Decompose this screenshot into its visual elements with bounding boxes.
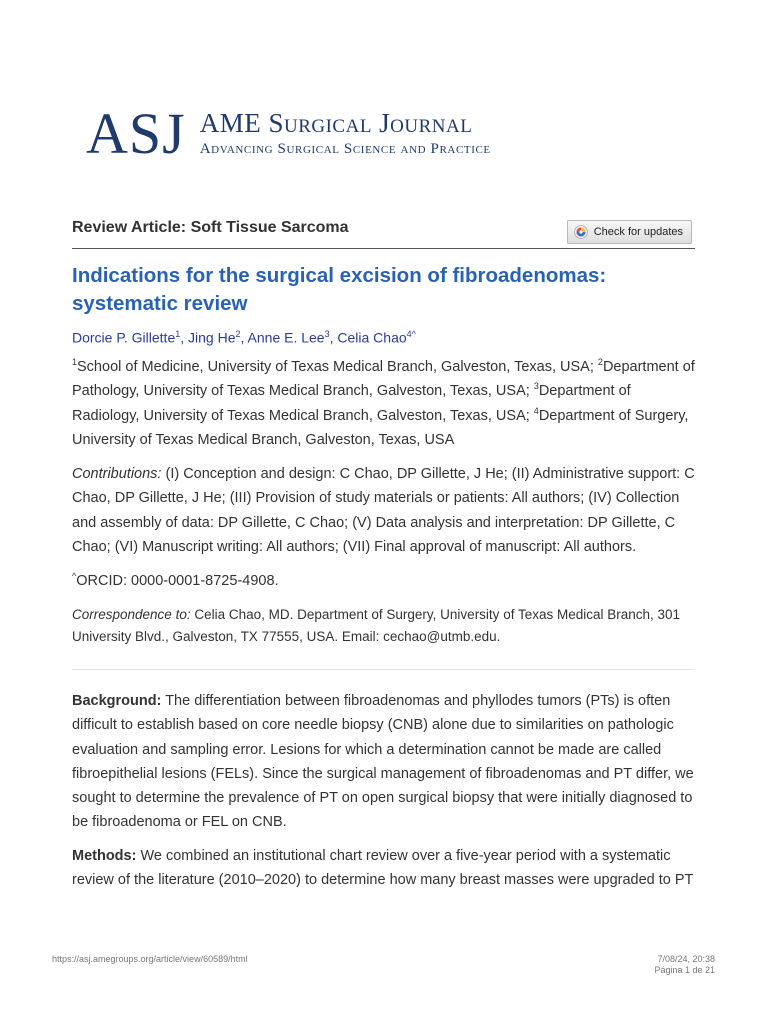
author-link[interactable]: Dorcie P. Gillette: [72, 329, 176, 346]
check-for-updates-button[interactable]: [567, 220, 692, 244]
contributions: [72, 462, 696, 559]
contributions-text: (I) Conception and design: C Chao, DP Gillette, J He; (II) Administrative support: C Chao, DP Gillette, J He; (III) Provision of study materials or patients: All authors; (IV) Collection and assembly of data: DP Gillette, C Chao; (V) Data analysis and interpretation: DP Gillette, C Chao; (VI) Manuscript writing: All authors; (VII) Final approval of manuscript: All authors.: [72, 466, 695, 555]
affiliations: [72, 355, 696, 452]
affiliation-text: Department of Radiology, University of Texas Medical Branch, Galveston, Texas, USA;: [72, 383, 631, 424]
correspondence-text: Celia Chao, MD. Department of Surgery, University of Texas Medical Branch, 301 University Blvd., Galveston, TX 77555, USA. Email: cechao@utmb.edu.: [72, 607, 681, 644]
footer-page-info: [654, 954, 715, 976]
author-separator: ,: [240, 329, 248, 346]
journal-logo[interactable]: [86, 101, 491, 166]
affiliation-mark: 2: [597, 357, 603, 368]
footer-page-number: Página 1 de 21: [654, 965, 715, 975]
affiliation-text: Department of Pathology, University of Texas Medical Branch, Galveston, Texas, USA;: [72, 359, 695, 400]
check-for-updates-label: Check for updates: [593, 226, 683, 238]
contributions-label: Contributions:: [72, 466, 162, 482]
author-link[interactable]: Anne E. Lee: [247, 329, 325, 346]
logo-mark: ASJ: [86, 101, 186, 166]
correspondence: [72, 604, 696, 648]
article-type-label: Review Article: Soft Tissue Sarcoma: [72, 219, 349, 236]
abstract-methods: [72, 844, 696, 893]
crossmark-icon: [574, 225, 588, 239]
footer-url: https://asj.amegroups.org/article/view/60589/html: [52, 954, 248, 964]
correspondence-label: Correspondence to:: [72, 607, 191, 622]
methods-label: Methods:: [72, 848, 137, 864]
affiliation-text: School of Medicine, University of Texas Medical Branch, Galveston, Texas, USA;: [77, 359, 598, 375]
logo-text: [200, 108, 491, 158]
orcid: [72, 569, 696, 593]
background-label: Background:: [72, 693, 162, 709]
author-separator: ,: [329, 329, 338, 346]
abstract-background: [72, 689, 696, 835]
affiliation-mark: 1: [72, 357, 78, 368]
footer-datetime: 7/08/24, 20:38: [657, 954, 715, 964]
section-divider: [72, 669, 695, 670]
article-section-header: [72, 216, 695, 249]
journal-name: AME Surgical Journal: [199, 108, 473, 138]
affiliation-mark: 3: [533, 381, 539, 392]
journal-tagline: Advancing Surgical Science and Practice: [199, 141, 491, 157]
background-text: The differentiation between fibroadenomas and phyllodes tumors (PTs) is often difficult to establish based on core needle biopsy (CNB) alone due to similarities on pathologic evaluation and sampling error. Lesions for which a determination cannot be made are called fibroepithelial lesions (FELs). Since the surgical management of fibroadenomas and PT differ, we sought to determine the prevalence of PT on open surgical biopsy that were initially diagnosed to be fibroadenoma or FEL on CNB.: [72, 693, 694, 831]
author-affiliation-mark: 3: [324, 329, 330, 339]
author-list: [72, 329, 416, 346]
methods-text: We combined an institutional chart review over a five-year period with a systematic review of the literature (2010–2020) to determine how many breast masses were upgraded to PT: [72, 848, 694, 889]
orcid-mark: ^: [72, 571, 77, 582]
author-affiliation-mark: 4^: [406, 329, 416, 339]
author-affiliation-mark: 1: [175, 329, 181, 339]
orcid-text: ORCID: 0000-0001-8725-4908.: [76, 573, 279, 589]
article-title: Indications for the surgical excision of fibroadenomas: systematic review: [72, 264, 607, 315]
affiliation-mark: 4: [533, 405, 539, 416]
author-link[interactable]: Celia Chao: [337, 329, 407, 346]
author-separator: ,: [180, 329, 189, 346]
author-link[interactable]: Jing He: [188, 329, 236, 346]
author-affiliation-mark: 2: [235, 329, 241, 339]
affiliation-text: Department of Surgery, University of Texas Medical Branch, Galveston, Texas, USA: [72, 407, 689, 448]
